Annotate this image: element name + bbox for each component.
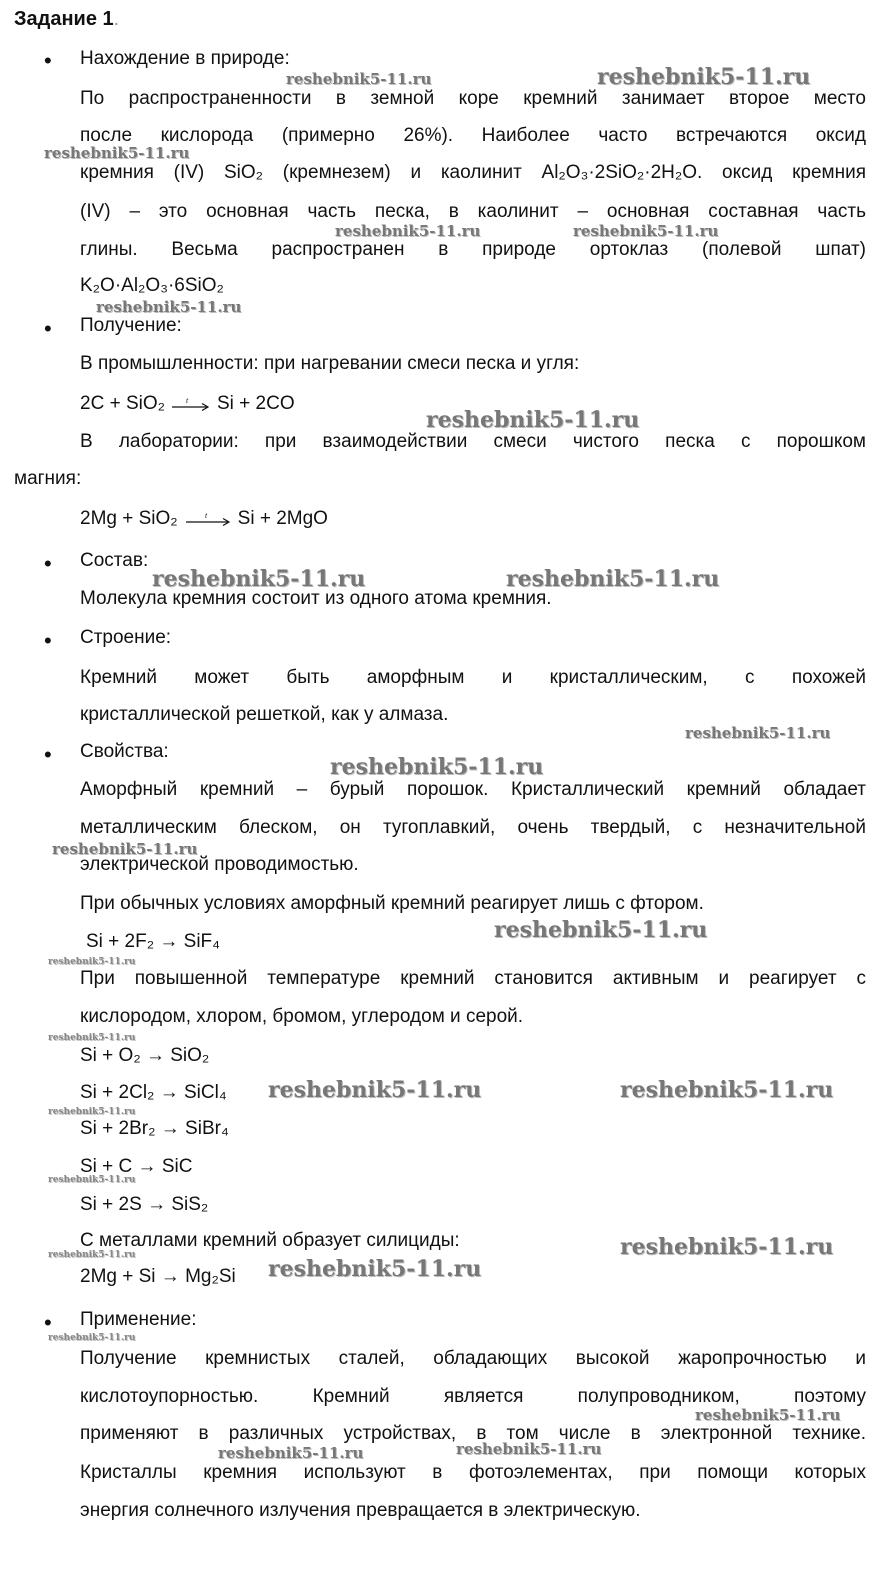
heat-arrow-icon [184,512,232,526]
properties-high-temp-1: При повышенной температуре кремний становится активным и реагирует с [80,968,866,989]
heat-arrow-icon [171,397,211,411]
nature-line-5: глины. Весьма распространен в природе ортоклаз (полевой шпат) [80,239,866,260]
equation-si-cl2: Si + 2Cl₂ → SiCl₄ [80,1082,227,1103]
watermark: reshebnik5-11.ru [620,1077,834,1103]
equation-si-f2: Si + 2F₂ → SiF₄ [86,931,220,952]
task-title-text: Задание 1 [14,8,114,30]
eq1-right: Si + 2CO [217,393,295,414]
nature-line-4: (IV) – это основная часть песка, в каолинит – основная составная часть [80,201,866,222]
watermark: reshebnik5-11.ru [48,1107,136,1117]
equation-si-br2: Si + 2Br₂ → SiBr₄ [80,1118,229,1139]
watermark: reshebnik5-11.ru [335,222,481,240]
watermark: reshebnik5-11.ru [48,1333,136,1343]
watermark: reshebnik5-11.ru [48,957,136,967]
bullet-application: • [44,1310,52,1335]
application-line-3: применяют в различных устройствах, в том числе в электронной технике. [80,1423,866,1444]
watermark: reshebnik5-11.ru [44,144,190,162]
properties-line-2: металлическим блеском, он тугоплавкий, очень твердый, с незначительной [80,817,866,838]
task-title-dot: . [113,8,120,30]
application-line-2: кислотоупорностью. Кремний является полупроводником, поэтому [80,1386,866,1407]
watermark: reshebnik5-11.ru [286,70,432,88]
properties-normal-conditions: При обычных условиях аморфный кремний реагирует лишь с фтором. [80,893,704,914]
structure-heading: Строение: [80,627,172,648]
watermark: reshebnik5-11.ru [426,407,640,433]
structure-line-2: кристаллической решеткой, как у алмаза. [80,704,449,725]
production-heading: Получение: [80,315,182,336]
properties-high-temp-2: кислородом, хлором, бромом, углеродом и серой. [80,1006,524,1027]
equation-mg-si: 2Mg + Si → Mg₂Si [80,1266,236,1287]
bullet-production: • [44,316,52,341]
eq2-left: 2Mg + SiO₂ [80,508,178,529]
composition-text: Молекула кремния состоит из одного атома кремния. [80,588,552,609]
properties-line-3: электрической проводимостью. [80,854,359,875]
watermark: reshebnik5-11.ru [620,1234,834,1260]
application-line-1: Получение кремнистых сталей, обладающих высокой жаропрочностью и [80,1348,866,1369]
task-title [14,8,119,31]
nature-line-2: после кислорода (примерно 26%). Наиболее часто встречаются оксид [80,125,866,146]
bullet-properties: • [44,742,52,767]
watermark: reshebnik5-11.ru [268,1256,482,1282]
application-last-line: энергия солнечного излучения превращается в электрическую. [80,1500,641,1521]
watermark: reshebnik5-11.ru [152,566,366,592]
properties-metals: С металлами кремний образует силициды: [80,1230,460,1251]
watermark: reshebnik5-11.ru [48,1175,136,1185]
watermark: reshebnik5-11.ru [48,1033,136,1043]
eq1-left: 2C + SiO₂ [80,393,165,414]
watermark: reshebnik5-11.ru [573,222,719,240]
production-equation-2 [80,508,328,530]
application-heading: Применение: [80,1309,197,1330]
watermark: reshebnik5-11.ru [268,1077,482,1103]
production-lab-line-1: В лаборатории: при взаимодействии смеси чистого песка с порошком [80,431,866,452]
watermark: reshebnik5-11.ru [506,566,720,592]
bullet-composition: • [44,551,52,576]
watermark: reshebnik5-11.ru [96,298,242,316]
properties-line-1: Аморфный кремний – бурый порошок. Кристаллический кремний обладает [80,779,866,800]
equation-si-s: Si + 2S → SiS₂ [80,1194,209,1215]
watermark: reshebnik5-11.ru [597,64,811,90]
production-industry-text: В промышленности: при нагревании смеси песка и угля: [80,353,580,374]
svg-text:t: t [186,396,189,405]
watermark: reshebnik5-11.ru [685,724,831,742]
properties-heading: Свойства: [80,741,169,762]
nature-line-3: кремния (IV) SiO₂ (кремнезем) и каолинит Al₂O₃·2SiO₂·2H₂O. оксид кремния [80,162,866,183]
watermark: reshebnik5-11.ru [330,754,544,780]
eq2-right: Si + 2MgO [237,508,328,529]
structure-line-1: Кремний может быть аморфным и кристаллическим, с похожей [80,667,866,688]
bullet-nature: • [44,48,52,73]
production-lab-line-2: магния: [14,468,82,489]
nature-formula: K₂O·Al₂O₃·6SiO₂ [80,275,224,296]
application-line-4: Кристаллы кремния используют в фотоэлементах, при помощи которых [80,1462,866,1483]
watermark: reshebnik5-11.ru [218,1444,364,1462]
production-equation-1 [80,393,295,415]
watermark: reshebnik5-11.ru [695,1406,841,1424]
composition-heading: Состав: [80,550,149,571]
svg-text:t: t [204,511,207,520]
nature-line-1: По распространенности в земной коре кремний занимает второе место [80,88,866,109]
watermark: reshebnik5-11.ru [48,1250,136,1260]
equation-si-c: Si + C → SiC [80,1156,193,1177]
watermark: reshebnik5-11.ru [52,840,198,858]
equation-si-o2: Si + O₂ → SiO₂ [80,1045,210,1066]
nature-heading: Нахождение в природе: [80,48,290,69]
bullet-structure: • [44,628,52,653]
watermark: reshebnik5-11.ru [494,917,708,943]
watermark: reshebnik5-11.ru [456,1440,602,1458]
